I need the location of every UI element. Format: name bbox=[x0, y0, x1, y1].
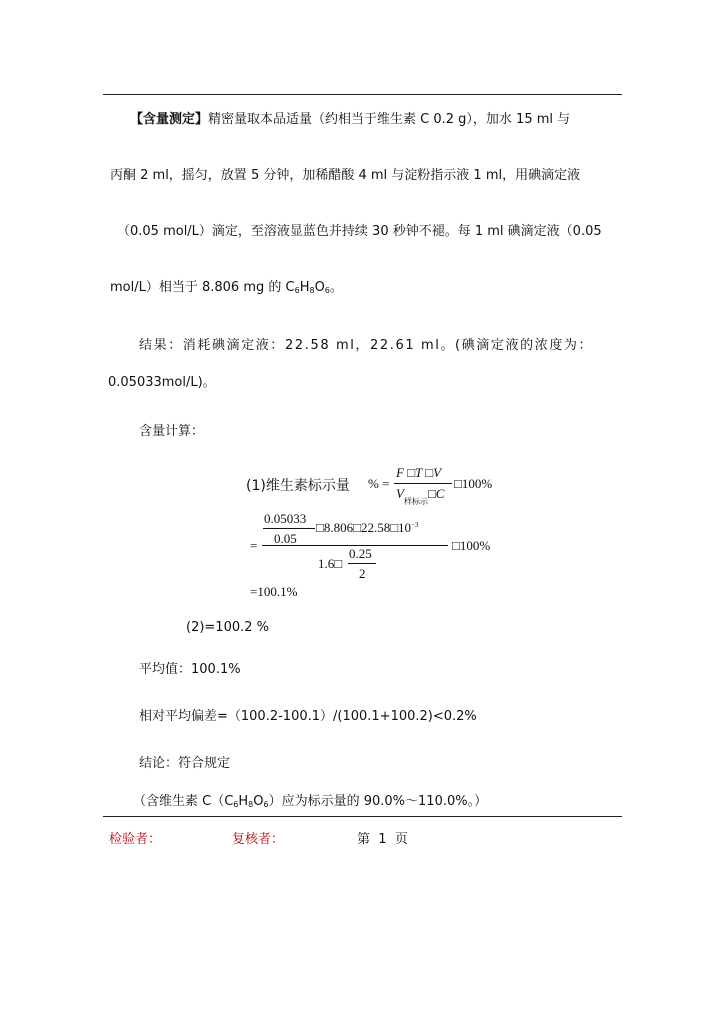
denominator-frac-bar bbox=[348, 563, 376, 564]
method-line-2: 丙酮 2 ml，摇匀，放置 5 分钟，加稀醋酸 4 ml 与淀粉指示液 1 ml，用碘滴定液 bbox=[110, 168, 581, 183]
denominator-frac-num: 0.25 bbox=[349, 546, 372, 561]
method-heading: 【含量测定】 bbox=[130, 112, 209, 127]
denominator-frac-den: 2 bbox=[359, 566, 366, 581]
result-line-2: 0.05033mol/L)。 bbox=[108, 375, 216, 390]
formula-pct-eq: % = bbox=[368, 476, 390, 491]
inner-numerator: 0.05033 bbox=[264, 511, 307, 526]
result-line-1: 结果：消耗碘滴定液：22.58 ml，22.61 ml。(碘滴定液的浓度为： bbox=[139, 338, 594, 353]
result-1: =100.1% bbox=[250, 584, 298, 599]
formula-denominator: $V_{样标示}□C$ bbox=[396, 486, 445, 506]
average-value: 平均值：100.1% bbox=[139, 662, 241, 677]
formula-frac-bar-1 bbox=[394, 483, 452, 484]
page-indicator: 第 1 页 bbox=[357, 832, 408, 847]
result-item2: (2)=100.2 % bbox=[186, 620, 270, 635]
method-line-3: （0.05 mol/L）滴定，至溶液显蓝色并持续 30 秒钟不褪。每 1 ml 碘滴定液（0.05 bbox=[117, 224, 602, 239]
page-number: 1 bbox=[378, 832, 387, 847]
inner-denominator: 0.05 bbox=[274, 531, 297, 546]
relative-deviation: 相对平均偏差=（100.2-100.1）/(100.1+100.2)<0.2% bbox=[139, 709, 477, 724]
formula-eq-2: = bbox=[250, 538, 258, 553]
top-rule bbox=[103, 94, 622, 95]
note: （含维生素 $C(C_6H_8O_6)$应为标示量的 90.0%～110.0%。） bbox=[133, 794, 488, 809]
calc-label: 含量计算： bbox=[139, 424, 205, 439]
method-line-4: mol/L）相当于 8.806 mg 的 $C_6H_8O_6$。 bbox=[110, 280, 343, 295]
inspector-label: 检验者： bbox=[109, 832, 162, 847]
formula-times100-b: □100% bbox=[452, 538, 491, 553]
multiplication-part: $□8.806□22.58□10^{-3}$ bbox=[316, 520, 419, 535]
method-line-1: 【含量测定】精密量取本品适量（约相当于维生素 C 0.2 g），加水 15 ml 与 bbox=[130, 112, 571, 127]
conclusion: 结论：符合规定 bbox=[139, 756, 231, 771]
formula-numerator: F □T □V bbox=[396, 465, 442, 480]
denominator-left: 1.6□ bbox=[318, 556, 343, 571]
bottom-rule bbox=[103, 816, 622, 817]
inner-frac-bar bbox=[263, 528, 315, 529]
formula-times100-a: □100% bbox=[454, 476, 493, 491]
formula-item1-label: (1)维生素标示量 bbox=[246, 478, 350, 494]
reviewer-label: 复核者： bbox=[232, 832, 285, 847]
